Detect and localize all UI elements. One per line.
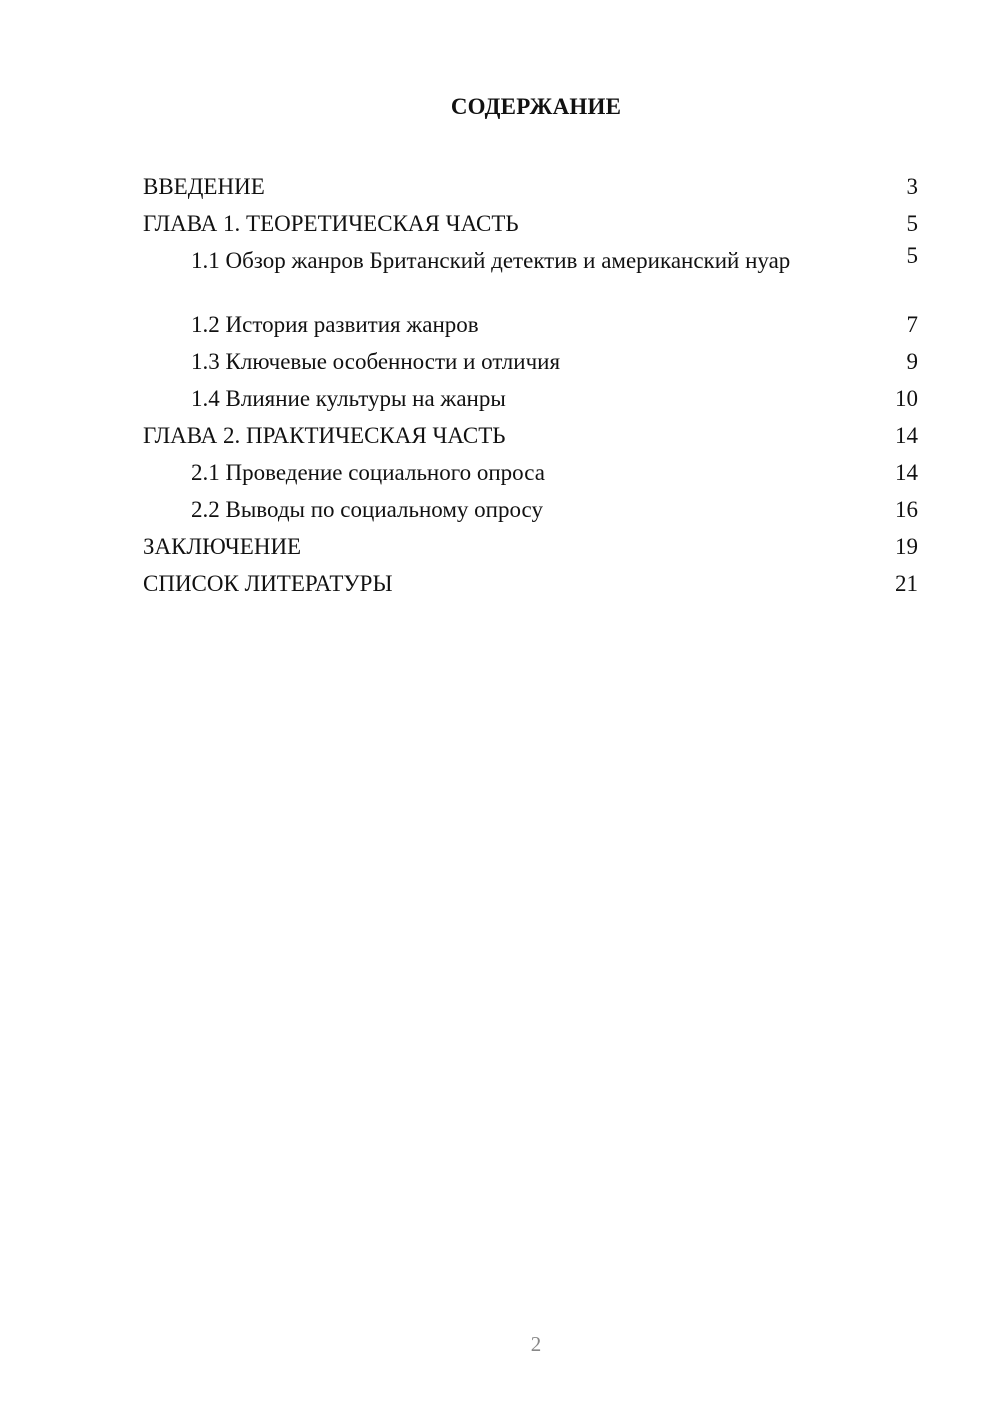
toc-entry-chapter-1[interactable] bbox=[143, 205, 918, 242]
toc-entry-bibliography[interactable] bbox=[143, 565, 918, 602]
toc-entry-label: СПИСОК ЛИТЕРАТУРЫ bbox=[143, 571, 393, 596]
toc-entry-section-2-1[interactable] bbox=[143, 454, 918, 491]
table-of-contents bbox=[143, 168, 918, 602]
toc-entry-page: 10 bbox=[895, 386, 918, 411]
toc-entry-section-1-1[interactable] bbox=[143, 242, 918, 306]
toc-entry-label: 1.1 Обзор жанров Британский детектив и американский нуар bbox=[191, 248, 791, 273]
toc-entry-section-1-4[interactable] bbox=[143, 380, 918, 417]
toc-entry-section-2-2[interactable] bbox=[143, 491, 918, 528]
toc-entry-label: 1.4 Влияние культуры на жанры bbox=[191, 386, 506, 411]
toc-entry-section-1-3[interactable] bbox=[143, 343, 918, 380]
toc-entry-page: 14 bbox=[895, 460, 918, 485]
toc-entry-page: 5 bbox=[906, 211, 918, 236]
page-number: 2 bbox=[530, 1332, 542, 1356]
toc-entry-label: ЗАКЛЮЧЕНИЕ bbox=[143, 534, 302, 559]
toc-entry-chapter-2[interactable] bbox=[143, 417, 918, 454]
toc-entry-label: 2.2 Выводы по социальному опросу bbox=[191, 497, 543, 522]
toc-entry-label: ГЛАВА 2. ПРАКТИЧЕСКАЯ ЧАСТЬ bbox=[143, 423, 506, 448]
toc-entry-label: ГЛАВА 1. ТЕОРЕТИЧЕСКАЯ ЧАСТЬ bbox=[143, 211, 519, 236]
toc-entry-page: 21 bbox=[895, 571, 918, 596]
toc-entry-page: 5 bbox=[906, 243, 918, 268]
toc-entry-page: 19 bbox=[895, 534, 918, 559]
toc-entry-introduction[interactable] bbox=[143, 168, 918, 205]
toc-entry-conclusion[interactable] bbox=[143, 528, 918, 565]
toc-entry-label: 1.2 История развития жанров bbox=[191, 312, 479, 337]
toc-entry-page: 9 bbox=[906, 349, 918, 374]
toc-entry-section-1-2[interactable] bbox=[143, 306, 918, 343]
toc-entry-label: 2.1 Проведение социального опроса bbox=[191, 460, 545, 485]
toc-entry-label: ВВЕДЕНИЕ bbox=[143, 174, 265, 199]
toc-entry-page: 14 bbox=[895, 423, 918, 448]
toc-title: СОДЕРЖАНИЕ bbox=[450, 94, 622, 119]
toc-entry-label: 1.3 Ключевые особенности и отличия bbox=[191, 349, 561, 374]
toc-entry-page: 16 bbox=[895, 497, 918, 522]
toc-entry-page: 3 bbox=[906, 174, 918, 199]
toc-entry-page: 7 bbox=[906, 312, 918, 337]
